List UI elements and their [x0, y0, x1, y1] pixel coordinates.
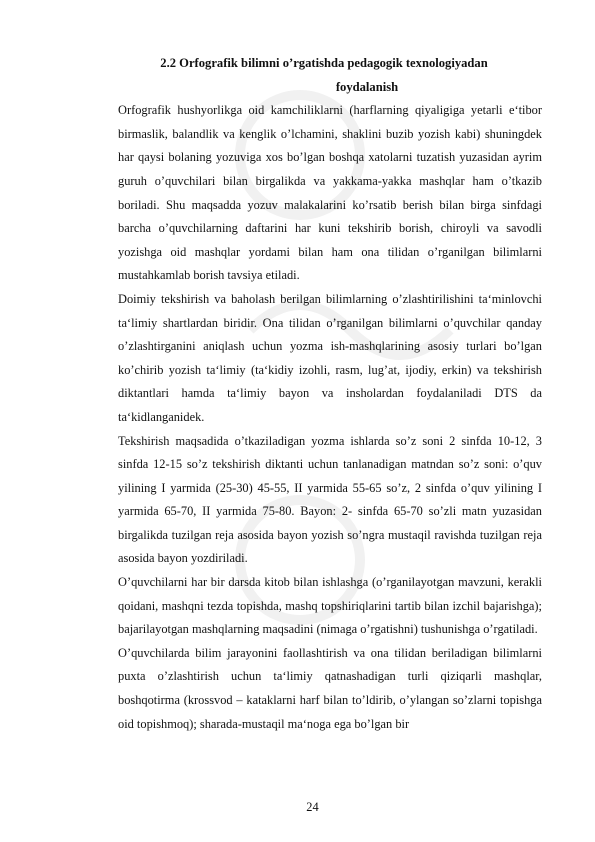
section-heading — [118, 52, 542, 99]
page-number: 24 — [306, 800, 319, 814]
document-page — [118, 52, 542, 736]
paragraph-4: O’quvchilarni har bir darsda kitob bilan ishlashga (o’rganilayotgan mavzuni, kerakli qoidani, mashqni tezda topishda, mashq topshiriqlarini tartib bilan izchil bajarishga); bajarilayotgan mashqlarning maqsadini (nimaga o’rgatishni) tushunishga o’rgatiladi. — [118, 575, 542, 637]
paragraph-5: O’quvchilarda bilim jarayonini faollashtirish va ona tilidan beriladigan bilimlarni puxta o’zlashtirish uchun ta‘limiy qatnashadigan turli qiziqarli mashqlar, boshqotirma (krossvod – kataklarni harf bilan to’ldirib, o’ylangan so’zlarni topishga oid topishmoq); sharada-mustaqil ma‘noga ega bo’lgan bir — [118, 645, 542, 731]
paragraph-3: Tekshirish maqsadida o’tkaziladigan yozma ishlarda so’z soni 2 sinfda 10-12, 3 sinfda 12-15 so’z tekshirish diktanti uchun tanlanadigan matndan so’z soni: o’quv yilining I yarmida (25-30) 45-55, II yarmida 55-65 so’z, 2 sinfda o’quv yilining I yarmida 65-70, II yarmida 75-80. Bayon: 2- sinfda 65-70 so’zli matn yuzasidan birgalikda tuzilgan reja asosida bayon yozish so’ngra mustaqil ravishda tuzilgan reja asosida bayon yozdiriladi. — [118, 433, 542, 566]
paragraph-1: Orfografik hushyorlikga oid kamchiliklarni (harflarning qiyaligiga yetarli e‘tibor birmaslik, balandlik va kenglik o’lchamini, shaklini buzib yozish kabi) shuningdek har qaysi bolaning yozuviga xos bo’lgan boshqa xatolarni tuzatish yuzasidan ayrim guruh o’quvchilari bilan birgalikda va yakkama-yakka mashqlar ham o’tkazib boriladi. Shu maqsadda yozuv malakalarini ko’rsatib berish bilan birga sinfdagi barcha o’quvchilarning daftarini har kuni tekshirib borish, chiroyli va savodli yozishga oid mashqlar yordami bilan ham ona tilidan o’rganilgan bilimlarni mustahkamlab borish tavsiya etiladi. — [118, 103, 542, 283]
heading-line-2: foydalanish — [335, 79, 399, 94]
heading-line-1: 2.2 Orfografik bilimni o’rgatishda pedagogik texnologiyadan — [160, 56, 488, 70]
paragraph-2: Doimiy tekshirish va baholash berilgan bilimlarning o’zlashtirilishini ta‘minlovchi ta‘limiy shartlardan biridir. Ona tilidan o’rganilgan bilimlarni o’quvchilar qanday o’zlashtirganini aniqlash uchun yozma ish-mashqlarining asosiy turlari bo’lgan ko’chirib yozish ta‘limiy (ta‘kidiy izohli, rasm, lug’at, ijodiy, erkin) va tekshirish diktantlari hamda ta‘limiy bayon va insholardan foydalaniladi DTS da ta‘kidlanganidek. — [118, 291, 542, 424]
